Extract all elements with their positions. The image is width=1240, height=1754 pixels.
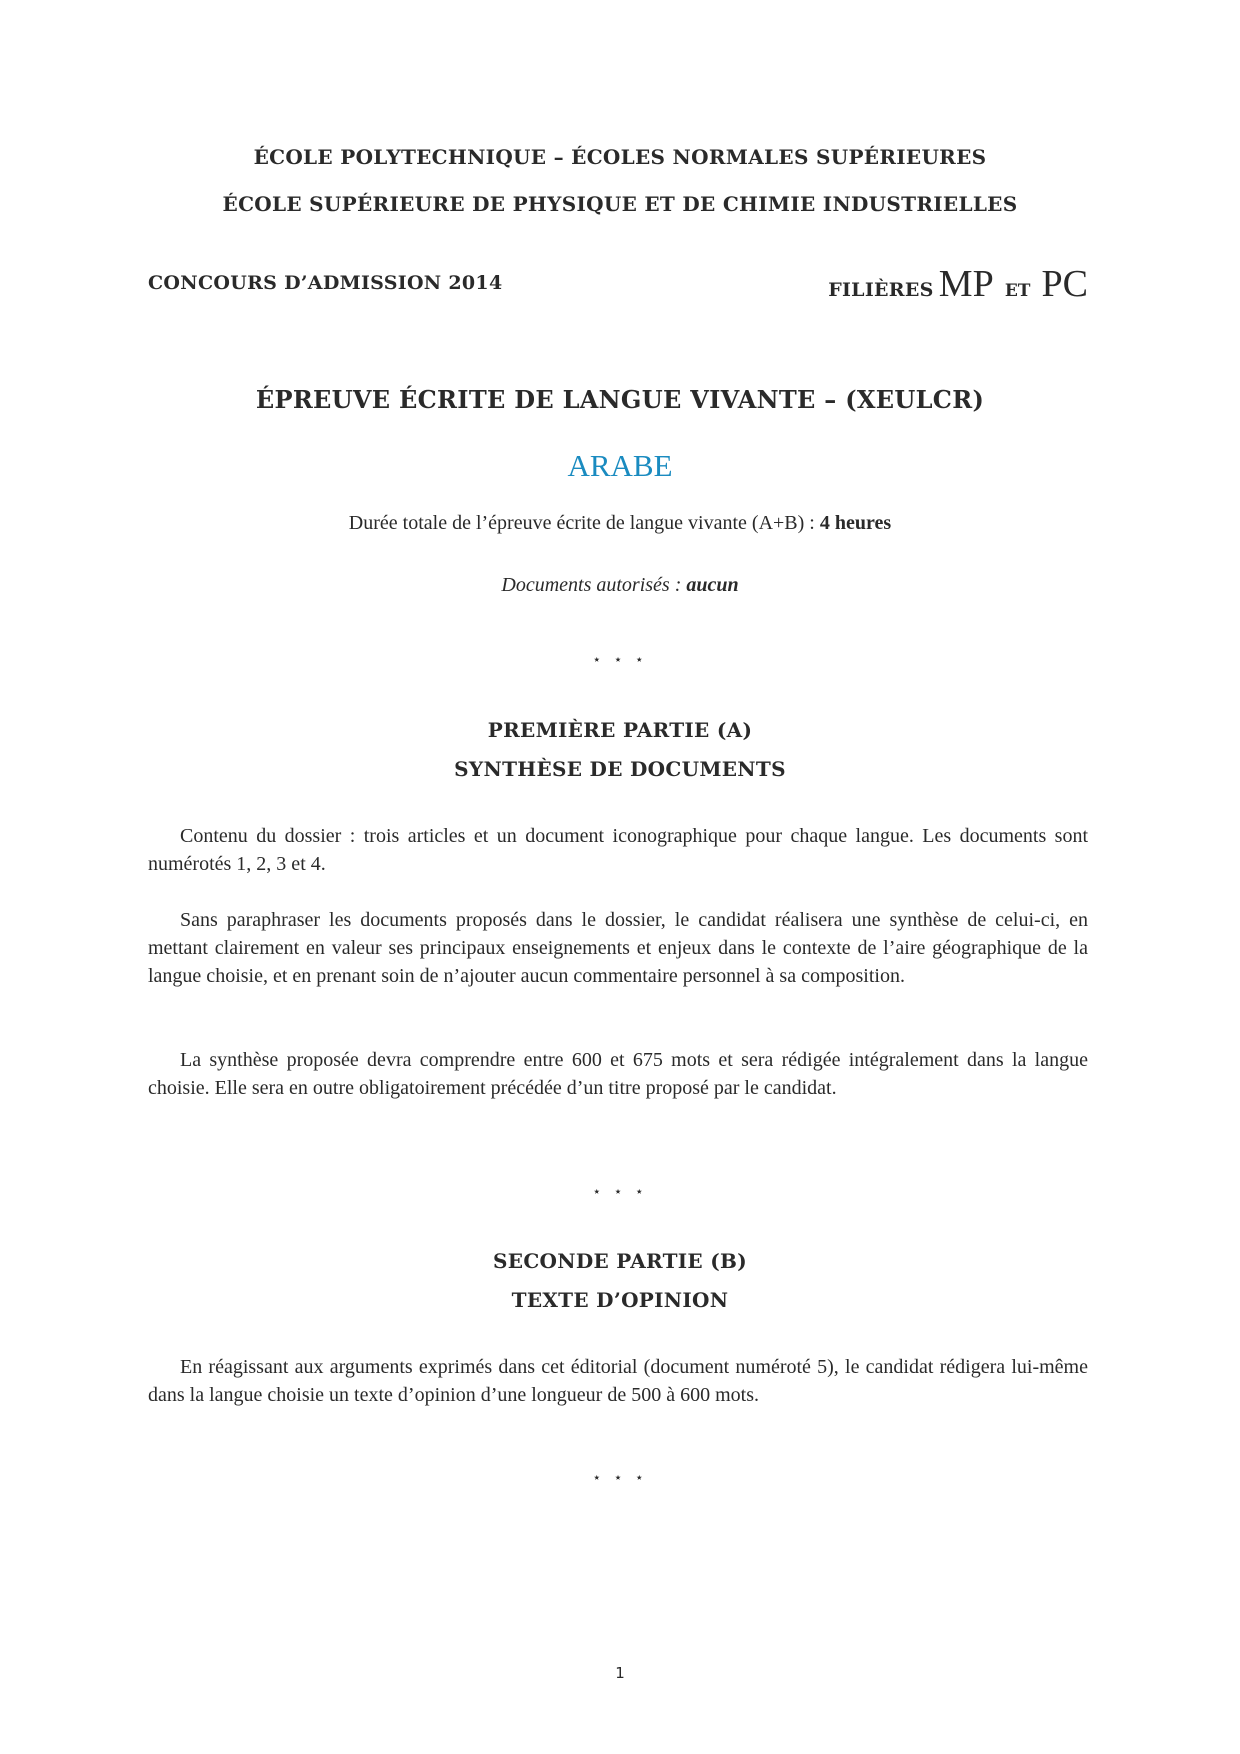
track-conjunction: ET — [1004, 281, 1031, 301]
documents-value: aucun — [686, 574, 739, 596]
contest-year: CONCOURS D’ADMISSION 2014 — [148, 272, 503, 294]
exam-title: ÉPREUVE ÉCRITE DE LANGUE VIVANTE – (XEULCR) — [255, 385, 985, 414]
exam-duration — [0, 512, 1240, 535]
part-a-paragraph: Contenu du dossier : trois articles et un document iconographique pour chaque langue. Les documents sont numérotés 1, 2, 3 et 4. — [148, 825, 1088, 875]
tracks — [828, 262, 1088, 306]
contest-row — [148, 262, 1088, 312]
separator-stars: ⋆ ⋆ ⋆ — [592, 1470, 648, 1486]
part-a-paragraph: La synthèse proposée devra comprendre entre 600 et 675 mots et sera rédigée intégralement dans la langue choisie. Elle sera en outre obligatoirement précédée d’un titre proposé par le candidat. — [148, 1049, 1088, 1099]
page-number: 1 — [615, 1664, 625, 1682]
documents-text: Documents autorisés : — [501, 574, 687, 596]
part-b-title: SECONDE PARTIE (B) — [493, 1249, 747, 1273]
part-a-title: PREMIÈRE PARTIE (A) — [487, 718, 753, 742]
exam-language: ARABE — [567, 448, 673, 483]
duration-text: Durée totale de l’épreuve écrite de langue vivante (A+B) : — [348, 512, 820, 534]
school-header-line-1: ÉCOLE POLYTECHNIQUE – ÉCOLES NORMALES SUPÉRIEURES — [253, 145, 987, 169]
track-mp: MP — [938, 263, 994, 305]
track-pc: PC — [1041, 263, 1088, 305]
filieres-label: FILIÈRES — [828, 279, 934, 301]
allowed-documents — [0, 574, 1240, 597]
part-a-paragraph: Sans paraphraser les documents proposés dans le dossier, le candidat réalisera une synthèse de celui-ci, en mettant clairement en valeur ses principaux enseignements et enjeux dans le contexte de l’aire géographique de la langue choisie, et en prenant soin de n’ajouter aucun commentaire personnel à sa composition. — [148, 909, 1088, 987]
separator-stars: ⋆ ⋆ ⋆ — [592, 1184, 648, 1200]
part-b-subtitle: TEXTE D’OPINION — [511, 1288, 729, 1312]
separator-stars: ⋆ ⋆ ⋆ — [592, 652, 648, 668]
part-a-subtitle: SYNTHÈSE DE DOCUMENTS — [454, 757, 786, 781]
part-b-paragraph: En réagissant aux arguments exprimés dans cet éditorial (document numéroté 5), le candidat rédigera lui-même dans la langue choisie un texte d’opinion d’une longueur de 500 à 600 mots. — [148, 1356, 1088, 1406]
school-header-line-2: ÉCOLE SUPÉRIEURE DE PHYSIQUE ET DE CHIMIE INDUSTRIELLES — [222, 192, 1018, 216]
duration-value: 4 heures — [819, 512, 892, 534]
